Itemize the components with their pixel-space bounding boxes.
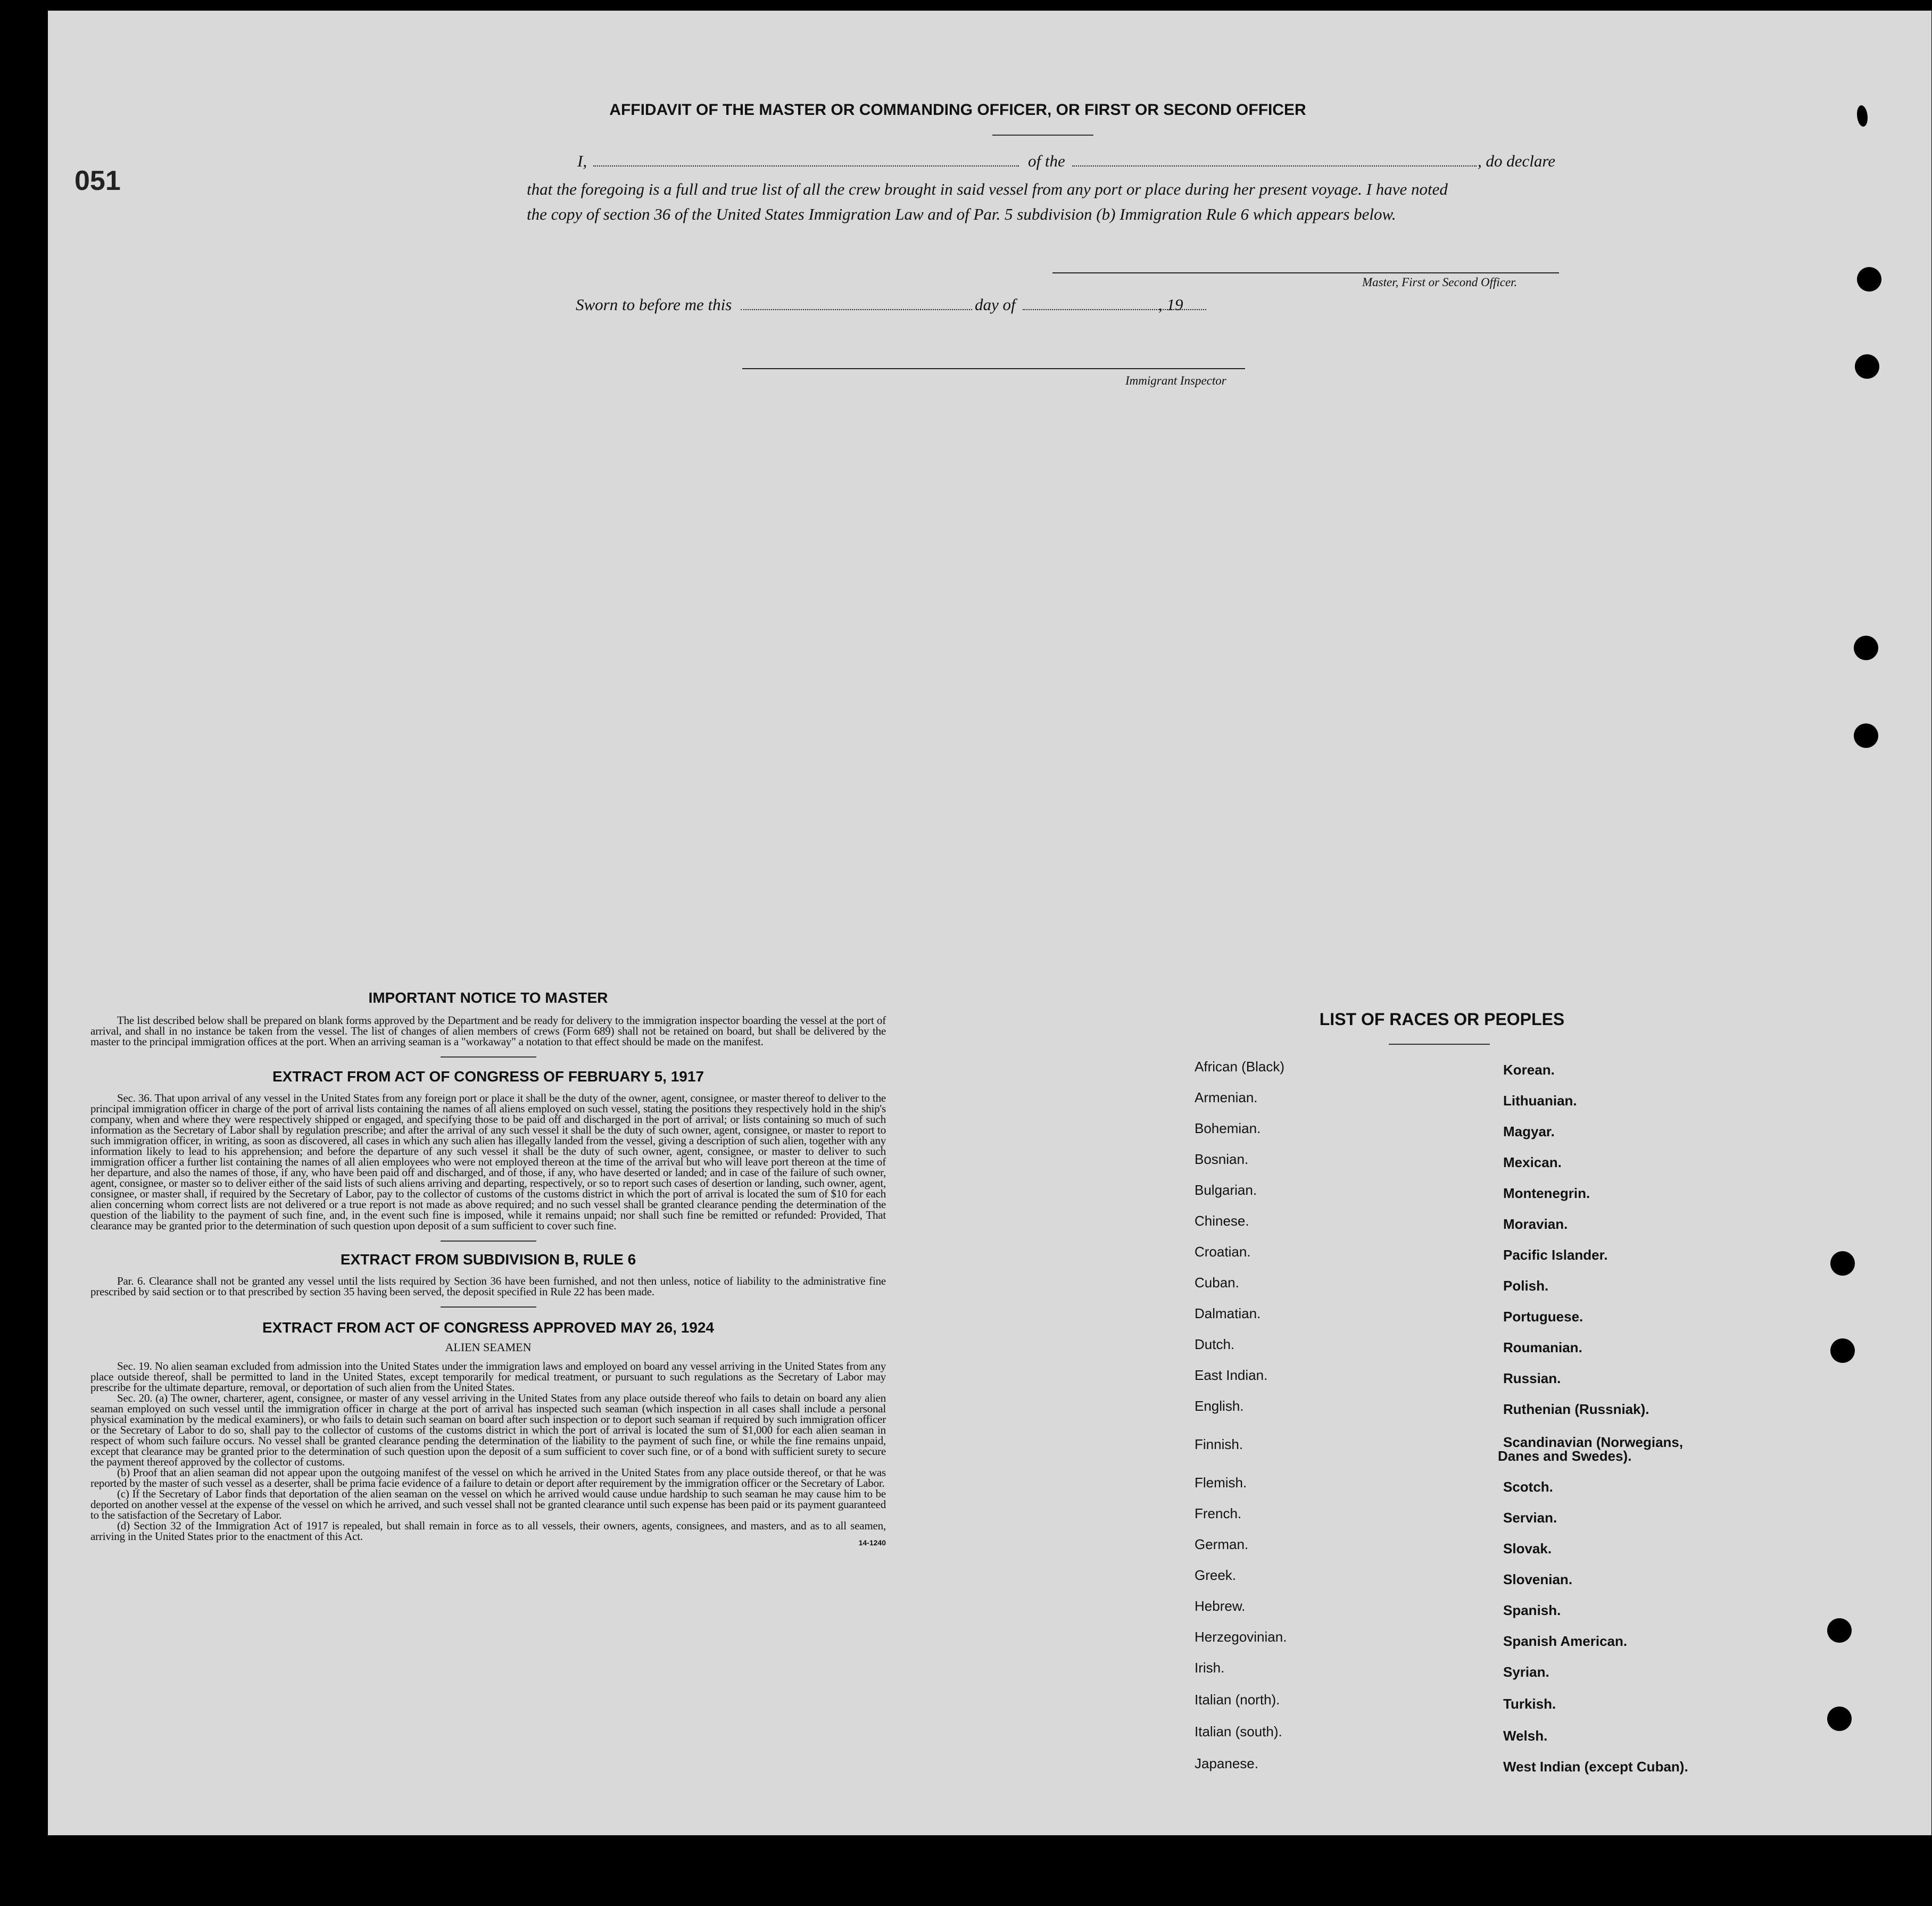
punch-hole: [1827, 1707, 1852, 1731]
extract3-title: EXTRACT FROM ACT OF CONGRESS APPROVED MAY 26, 1924: [262, 1319, 714, 1336]
race-item: French.: [1195, 1505, 1242, 1521]
race-item: Bosnian.: [1195, 1151, 1249, 1167]
extract3-subtitle: ALIEN SEAMEN: [445, 1341, 532, 1354]
affidavit-line3: the copy of section 36 of the United States Immigration Law and of Par. 5 subdivision (b) Immigration Rule 6 which appears below.: [527, 205, 1396, 223]
race-item: Mexican.: [1503, 1154, 1562, 1170]
race-item: Italian (south).: [1195, 1724, 1282, 1739]
race-item: Montenegrin.: [1503, 1185, 1590, 1201]
extract1-body: Sec. 36. That upon arrival of any vessel in the United States from any foreign port or place it shall be the duty of the owner, agent, consignee, or master thereof to deliver to the principal immigration officer in charge of the port of arrival lists containing the names of all aliens employed on such vessel, stating the positions they respectively hold in the ship's company, when and where they were respectively shipped or engaged, and specifying those to be paid off and discharged in the port of arrival; or lists containing so much of such information as the Secretary of Labor shall by regulation prescribe; and after the arrival of any such vessel it shall be the duty of such owner, agent, consignee, or master to report to such immigration officer, in writing, as soon as discovered, all cases in which any such alien has illegally landed from the vessel, giving a description of such alien, together with any information likely to lead to his apprehension; and before the departure of any such vessel it shall be the duty of such owner, agent, consignee, or master to deliver to such immigration officer a further list containing the names of all alien employees who were not employed thereon at the time of the arrival but who will leave port thereon at the time of her departure, and also the names of those, if any, who have been paid off and discharged, and of those, if any, who have deserted or landed; and in case of the failure of such owner, agent, consignee, or master so to deliver either of the said lists of such aliens arriving and departing, respectively, or so to report such cases of desertion or landing, such owner, agent, consignee, or master shall, if required by the Secretary of Labor, pay to the collector of customs of the customs district in which the port of arrival is located the sum of $10 for each alien concerning whom correct lists are not delivered or a true report is not made as above required; and no such vessel shall be granted clearance pending the determination of the question of the liability to the payment of such fine, and, in the event such fine is imposed, while it remains unpaid; nor shall such fine be remitted or refunded: Provided, That clearance may be granted prior to the determination of such question upon deposit of a sum sufficient to cover such fine.: [90, 1092, 886, 1232]
title-rule: [992, 135, 1093, 136]
master-label: Master, First or Second Officer.: [1362, 276, 1518, 289]
race-item: Spanish American.: [1503, 1633, 1628, 1649]
punch-hole: [1830, 1338, 1855, 1363]
race-item: Bohemian.: [1195, 1120, 1261, 1136]
race-item: Welsh.: [1503, 1728, 1548, 1744]
line1-start: I,: [577, 152, 587, 170]
race-item: Danes and Swedes).: [1498, 1448, 1632, 1464]
extract3-body: Sec. 19. No alien seaman excluded from admission into the United States under the immigration laws and employed on board any vessel arriving in the United States from any place outside thereof, shall be permitted to land in the United States, except temporarily for medical treatment, or pursuant to such regulations as the Secretary of Labor may prescribe for the ultimate departure, removal, or deportation of such alien from the United States. Sec. 20. (a) The owner, charterer, agent, consignee, or master of any vessel arriving in the United States from any place outside thereof who fails to detain on board any alien seaman employed on such vessel until the immigration officer in charge at the port of arrival has inspected such seaman (which inspection in all cases shall include a personal physical examination by the medical examiners), or who fails to detain such seaman on board after such inspection or to deport such seaman if required by such immigration officer or the Secretary of Labor to do so, shall pay to the collector of customs of the customs district in which the port of arrival is located the sum of $1,000 for each alien seaman in respect of whom such failure occurs. No vessel shall be granted clearance pending the determination of the liability to the payment of such fine, or while the fine remains unpaid, except that clearance may be granted prior to the determination of such question upon the deposit of a sum sufficient to cover such fine, or of a bond with sufficient surety to secure the payment thereof approved by the collector of customs. (b) Proof that an alien seaman did not appear upon the outgoing manifest of the vessel on which he arrived in the United States from any place outside thereof, or that he was reported by the master of such vessel as a deserter, shall be prima facie evidence of a failure to detain or deport after requirement by the immigration officer or the Secretary of Labor. (c) If the Secretary of Labor finds that deportation of the alien seaman on the vessel on which he arrived would cause undue hardship to such seaman he may cause him to be deported on another vessel at the expense of the vessel on which he arrived, and such vessel shall not be granted clearance until such expense has been paid or its payment guaranteed to the satisfaction of the Secretary of Labor. (d) Section 32 of the Immigration Act of 1917 is repealed, but shall remain in force as to all vessels, their owners, agents, consignees, and masters, and as to all seamen, arriving in the United States prior to the enactment of this Act.: [90, 1360, 886, 1543]
punch-hole: [1830, 1251, 1855, 1276]
race-item: Russian.: [1503, 1370, 1561, 1386]
races-title: LIST OF RACES OR PEOPLES: [1319, 1010, 1565, 1029]
line1-end: , do declare: [1478, 152, 1556, 170]
line1-mid: of the: [1028, 152, 1065, 170]
inspector-signature-line[interactable]: [742, 368, 1245, 369]
sworn-day-field[interactable]: [741, 309, 972, 310]
race-item: Scandinavian (Norwegians,: [1503, 1434, 1684, 1450]
race-item: Turkish.: [1503, 1696, 1556, 1712]
extract2-body: Par. 6. Clearance shall not be granted any vessel until the lists required by Section 36 have been furnished, and not then unless, notice of liability to the administrative fine prescribed by said section or to that prescribed by section 35 having been served, the deposit specified in Rule 22 has been made.: [90, 1275, 886, 1298]
race-item: Dalmatian.: [1195, 1305, 1261, 1321]
races-title-rule: [1389, 1044, 1490, 1045]
sworn-start: Sworn to before me this: [576, 295, 732, 314]
punch-hole: [1827, 1618, 1852, 1643]
affidavit-title: AFFIDAVIT OF THE MASTER OR COMMANDING OFFICER, OR FIRST OR SECOND OFFICER: [609, 101, 1306, 119]
race-item: Syrian.: [1503, 1664, 1549, 1680]
race-item: African (Black): [1195, 1059, 1285, 1075]
race-item: Cuban.: [1195, 1275, 1239, 1291]
race-item: Flemish.: [1195, 1475, 1247, 1491]
sworn-line: [576, 295, 1214, 317]
vessel-field[interactable]: [1072, 165, 1477, 167]
stamp-number: 051: [74, 165, 121, 196]
master-signature-line[interactable]: [1052, 272, 1559, 273]
race-item: Armenian.: [1195, 1089, 1258, 1105]
race-item: Roumanian.: [1503, 1339, 1582, 1355]
race-item: Spanish.: [1503, 1602, 1561, 1618]
race-item: Greek.: [1195, 1567, 1237, 1583]
affidavit-line1: [577, 152, 1562, 173]
race-item: Korean.: [1503, 1062, 1555, 1078]
race-item: Servian.: [1503, 1510, 1557, 1526]
form-number: 14-1240: [858, 1538, 886, 1547]
race-item: Portuguese.: [1503, 1309, 1583, 1325]
race-item: German.: [1195, 1536, 1249, 1552]
race-item: Pacific Islander.: [1503, 1247, 1608, 1263]
notice-title: IMPORTANT NOTICE TO MASTER: [368, 989, 608, 1006]
race-item: Slovak.: [1503, 1541, 1552, 1557]
race-item: Hebrew.: [1195, 1598, 1246, 1614]
race-item: Ruthenian (Russniak).: [1503, 1401, 1649, 1417]
race-item: Slovenian.: [1503, 1571, 1573, 1587]
race-item: Dutch.: [1195, 1336, 1235, 1352]
race-item: Bulgarian.: [1195, 1182, 1257, 1198]
race-item: Chinese.: [1195, 1213, 1249, 1229]
race-item: West Indian (except Cuban).: [1503, 1759, 1688, 1775]
punch-hole: [1854, 723, 1878, 748]
race-item: Italian (north).: [1195, 1692, 1280, 1708]
race-item: English.: [1195, 1398, 1244, 1414]
race-item: Finnish.: [1195, 1436, 1243, 1452]
sworn-end: , 19: [1158, 295, 1183, 314]
punch-hole: [1854, 636, 1878, 660]
race-item: Scotch.: [1503, 1479, 1553, 1495]
punch-hole: [1857, 267, 1881, 292]
race-item: Lithuanian.: [1503, 1093, 1577, 1109]
extract2-title: EXTRACT FROM SUBDIVISION B, RULE 6: [340, 1251, 636, 1268]
race-item: East Indian.: [1195, 1367, 1268, 1383]
document-page: [48, 11, 1931, 1835]
name-field[interactable]: [593, 165, 1019, 167]
sworn-mid: day of: [975, 295, 1016, 314]
race-item: Japanese.: [1195, 1755, 1258, 1771]
race-item: Croatian.: [1195, 1244, 1251, 1260]
race-item: Irish.: [1195, 1660, 1225, 1676]
inspector-label: Immigrant Inspector: [1125, 374, 1226, 387]
race-item: Polish.: [1503, 1278, 1549, 1294]
notice-body: The list described below shall be prepared on blank forms approved by the Department and be ready for delivery to the immigration inspector boarding the vessel at the port of arrival, and shall in no instance be taken from the vessel. The list of changes of alien members of crews (Form 689) shall not be retained on board, but shall be delivered by the master to the principal immigration offices at the port. When an arriving seaman is a "workaway" a notation to that effect should be made on the manifest.: [90, 1014, 886, 1048]
punch-hole: [1855, 354, 1879, 379]
race-item: Magyar.: [1503, 1123, 1555, 1139]
extract1-title: EXTRACT FROM ACT OF CONGRESS OF FEBRUARY 5, 1917: [272, 1068, 704, 1085]
affidavit-line2: that the foregoing is a full and true list of all the crew brought in said vessel from any port or place during her present voyage. I have noted: [527, 180, 1448, 198]
race-item: Moravian.: [1503, 1216, 1568, 1232]
notice-column: [90, 989, 886, 1547]
race-item: Herzegovinian.: [1195, 1629, 1287, 1645]
